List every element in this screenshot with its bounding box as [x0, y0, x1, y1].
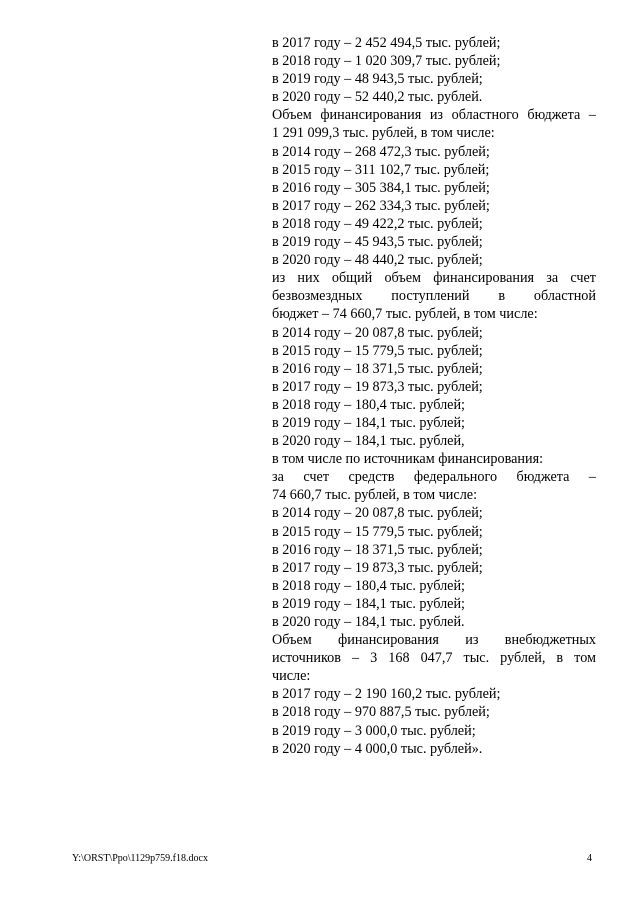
text-line: в 2014 году – 20 087,8 тыс. рублей;	[272, 324, 483, 341]
text-line: в 2017 году – 2 190 160,2 тыс. рублей;	[272, 686, 501, 703]
text-line: в 2017 году – 19 873,3 тыс. рублей;	[272, 378, 483, 395]
text-line: в том числе по источникам финансирования:	[272, 451, 544, 468]
text-line: в 2019 году – 3 000,0 тыс. рублей;	[272, 722, 476, 739]
text-line: за счет средств федерального бюджета –	[272, 469, 596, 486]
text-line: в 2017 году – 2 452 494,5 тыс. рублей;	[272, 35, 501, 51]
document-body	[272, 34, 596, 758]
text-line: в 2020 году – 52 440,2 тыс. рублей.	[272, 89, 483, 106]
text-line: в 2019 году – 48 943,5 тыс. рублей;	[272, 71, 483, 88]
text-line: в 2016 году – 305 384,1 тыс. рублей;	[272, 179, 490, 196]
text-line: Объем финансирования из внебюджетных	[272, 632, 596, 649]
text-line: в 2018 году – 180,4 тыс. рублей;	[272, 577, 465, 594]
text-line: 74 660,7 тыс. рублей, в том числе:	[272, 487, 478, 504]
text-line: в 2016 году – 18 371,5 тыс. рублей;	[272, 541, 483, 558]
text-line: в 2019 году – 184,1 тыс. рублей;	[272, 414, 465, 431]
text-line: числе:	[272, 668, 311, 685]
text-line: в 2018 году – 970 887,5 тыс. рублей;	[272, 704, 490, 721]
text-line: в 2015 году – 15 779,5 тыс. рублей;	[272, 342, 483, 359]
text-line: в 2020 году – 184,1 тыс. рублей.	[272, 614, 465, 630]
text-line: в 2014 году – 268 472,3 тыс. рублей;	[272, 143, 490, 160]
text-line: Объем финансирования из областного бюджета –	[272, 107, 596, 124]
text-line: 1 291 099,3 тыс. рублей, в том числе:	[272, 125, 495, 142]
text-line: в 2019 году – 45 943,5 тыс. рублей;	[272, 234, 483, 251]
text-line: в 2017 году – 19 873,3 тыс. рублей;	[272, 559, 483, 576]
text-line: в 2020 году – 4 000,0 тыс. рублей».	[272, 740, 483, 757]
text-line: в 2018 году – 180,4 тыс. рублей;	[272, 396, 465, 413]
text-line: в 2018 году – 49 422,2 тыс. рублей;	[272, 215, 483, 232]
text-line: бюджет – 74 660,7 тыс. рублей, в том числе:	[272, 306, 538, 323]
text-line: источников – 3 168 047,7 тыс. рублей, в том	[272, 650, 596, 667]
text-line: в 2015 году – 311 102,7 тыс. рублей;	[272, 161, 490, 178]
text-line: из них общий объем финансирования за счет	[272, 270, 596, 287]
text-line: в 2015 году – 15 779,5 тыс. рублей;	[272, 523, 483, 540]
text-line: в 2020 году – 184,1 тыс. рублей,	[272, 433, 465, 450]
page-number: 4	[587, 853, 592, 864]
footer-file-path: Y:\ORST\Ppo\1129p759.f18.docx	[72, 853, 208, 864]
text-line: в 2020 году – 48 440,2 тыс. рублей;	[272, 252, 483, 269]
text-line: в 2019 году – 184,1 тыс. рублей;	[272, 595, 465, 612]
text-line: безвозмездных поступлений в областной	[272, 288, 596, 305]
text-line: в 2016 году – 18 371,5 тыс. рублей;	[272, 360, 483, 377]
text-line: в 2014 году – 20 087,8 тыс. рублей;	[272, 505, 483, 522]
text-line: в 2018 году – 1 020 309,7 тыс. рублей;	[272, 53, 501, 70]
text-line: в 2017 году – 262 334,3 тыс. рублей;	[272, 197, 490, 214]
